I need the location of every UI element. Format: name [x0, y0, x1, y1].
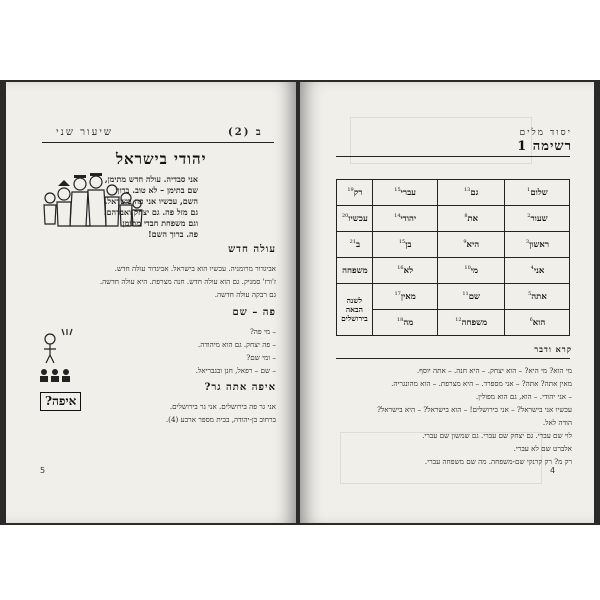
section2-line: – שם – רפאל, חנן ובגבריאל. [195, 366, 276, 375]
section2-line: – פה יצחק. גם הוא מיהודה. [197, 340, 276, 349]
reading-line: מאין אתה? אתה? – אני מספרד. – היא מצרפת. – הוא מהונגריה. [391, 379, 572, 388]
intro-line: השם, עכשיו אני פה בישראל. [104, 196, 198, 206]
vocab-cell: אתה$^5$ [504, 284, 569, 310]
intro-line: פה. ברוך השם! [148, 229, 198, 239]
vocab-cell: עכשיו$^{20}$ [337, 206, 373, 232]
reading-line: מי הוא? מי היא? – הוא יצחק. – היא חנה. – אתה יוסף. [416, 366, 572, 375]
vocab-cell: יהודי$^{14}$ [372, 206, 437, 232]
section3-line: ברחוב בן-יהודה, בבית מספר ארבע (4). [165, 415, 276, 424]
page-title: יהודי בישראל [116, 150, 207, 168]
vocabulary-table [336, 179, 570, 336]
table-row [337, 180, 570, 206]
vocab-cell: לשנה הבאה בירושלים [337, 284, 373, 336]
vocab-cell: ראשון$^3$ [504, 232, 569, 258]
vocab-cell: שלום$^1$ [504, 180, 569, 206]
list-title: רשימה 1 [517, 139, 572, 154]
vocab-cell: את$^8$ [437, 206, 504, 232]
vocab-cell: שעור$^2$ [504, 206, 569, 232]
section1-line: אביגדור מרומניה. עכשיו הוא בישראל. אביגדור עולה חדש. [114, 264, 276, 273]
section3-line: אני גר פה בירושלים. אני גר בירושלים. [169, 402, 276, 411]
left-page-badge: ב (2) [228, 127, 263, 138]
table-row [337, 284, 570, 310]
section-title-here-there: פה – שם [232, 307, 276, 318]
header-rule [336, 156, 570, 157]
vocab-cell: ב$^{21}$ [337, 232, 373, 258]
vocab-cell: בן$^{15}$ [372, 232, 437, 258]
page-number: 4 [550, 466, 556, 475]
table-row [337, 206, 570, 232]
eifo-box: איפה? [40, 392, 81, 411]
vocab-cell: לא$^{16}$ [372, 258, 437, 284]
vocab-cell: שם$^{11}$ [437, 284, 504, 310]
intro-line: אני סבדיה. עולה חדש מתימן, [104, 174, 198, 184]
section2-line: – מי פה? [249, 327, 276, 336]
vocab-cell: מאין$^{17}$ [372, 284, 437, 310]
vocab-cell: משפחה$^{12}$ [437, 310, 504, 336]
book-scan [0, 80, 600, 525]
vocab-cell: עברי$^{15}$ [372, 180, 437, 206]
left-page [6, 82, 296, 523]
here-there-figures [38, 325, 78, 385]
reading-line: – אני יהודי. – הוא, גם הוא מפולין. [475, 392, 572, 401]
right-page-header: יסוד מלים [519, 128, 572, 138]
reading-line: לוי שם עברי. גם יצחק שם עברי. גם שמשון שם עברי. [422, 431, 572, 440]
right-page [300, 82, 594, 523]
section1-line: גם רבקה עולה חדשה. [214, 290, 276, 299]
reading-line: רק מ? רק קרנקי שם-משפחה. מה שם משפחה עברי. [424, 457, 572, 466]
vocab-cell: משפחה [337, 258, 373, 284]
intro-line: וגם משפחת חבדי מתימן [122, 218, 198, 228]
section-title-where-do-you-live: איפה אתה גר? [204, 382, 276, 393]
header-rule [42, 142, 274, 143]
table-row [337, 232, 570, 258]
reading-line: הודה לאל. [542, 418, 572, 427]
intro-line: שם בתימן – לא טוב. ברוך [115, 185, 198, 195]
section2-line: – ומי שם? [246, 353, 276, 362]
left-page-header: שיעור שני [56, 127, 113, 138]
vocab-cell: מי$^{10}$ [437, 258, 504, 284]
vocab-cell: היא$^9$ [437, 232, 504, 258]
table-row [337, 310, 570, 336]
vocab-cell: רק$^{19}$ [337, 180, 373, 206]
table-row [337, 258, 570, 284]
intro-line: גם מזל פה. גם יצחק ואברהם. [103, 207, 198, 217]
vocab-cell: גם$^{13}$ [437, 180, 504, 206]
section1-line: ז'ורז' סמניק. גם הוא עולה חדש. חנה מצרפת. היא עולה חדשה. [99, 277, 276, 286]
page-number: 5 [40, 466, 46, 475]
vocab-cell: מה$^{18}$ [372, 310, 437, 336]
vocab-cell: הוא$^6$ [504, 310, 569, 336]
section-title-new-immigrant: עולה חדש [228, 244, 276, 255]
vocab-cell: אני$^4$ [504, 258, 569, 284]
section-rule [336, 358, 570, 359]
reading-line: אלברט שם לא עברי. [513, 444, 572, 453]
section-title-read-speak: קרא ודבר [534, 344, 572, 354]
reading-line: עכשיו אני בישראל? – אני בירושלים! – הוא בישראל? – היא בישראל? [377, 405, 572, 414]
